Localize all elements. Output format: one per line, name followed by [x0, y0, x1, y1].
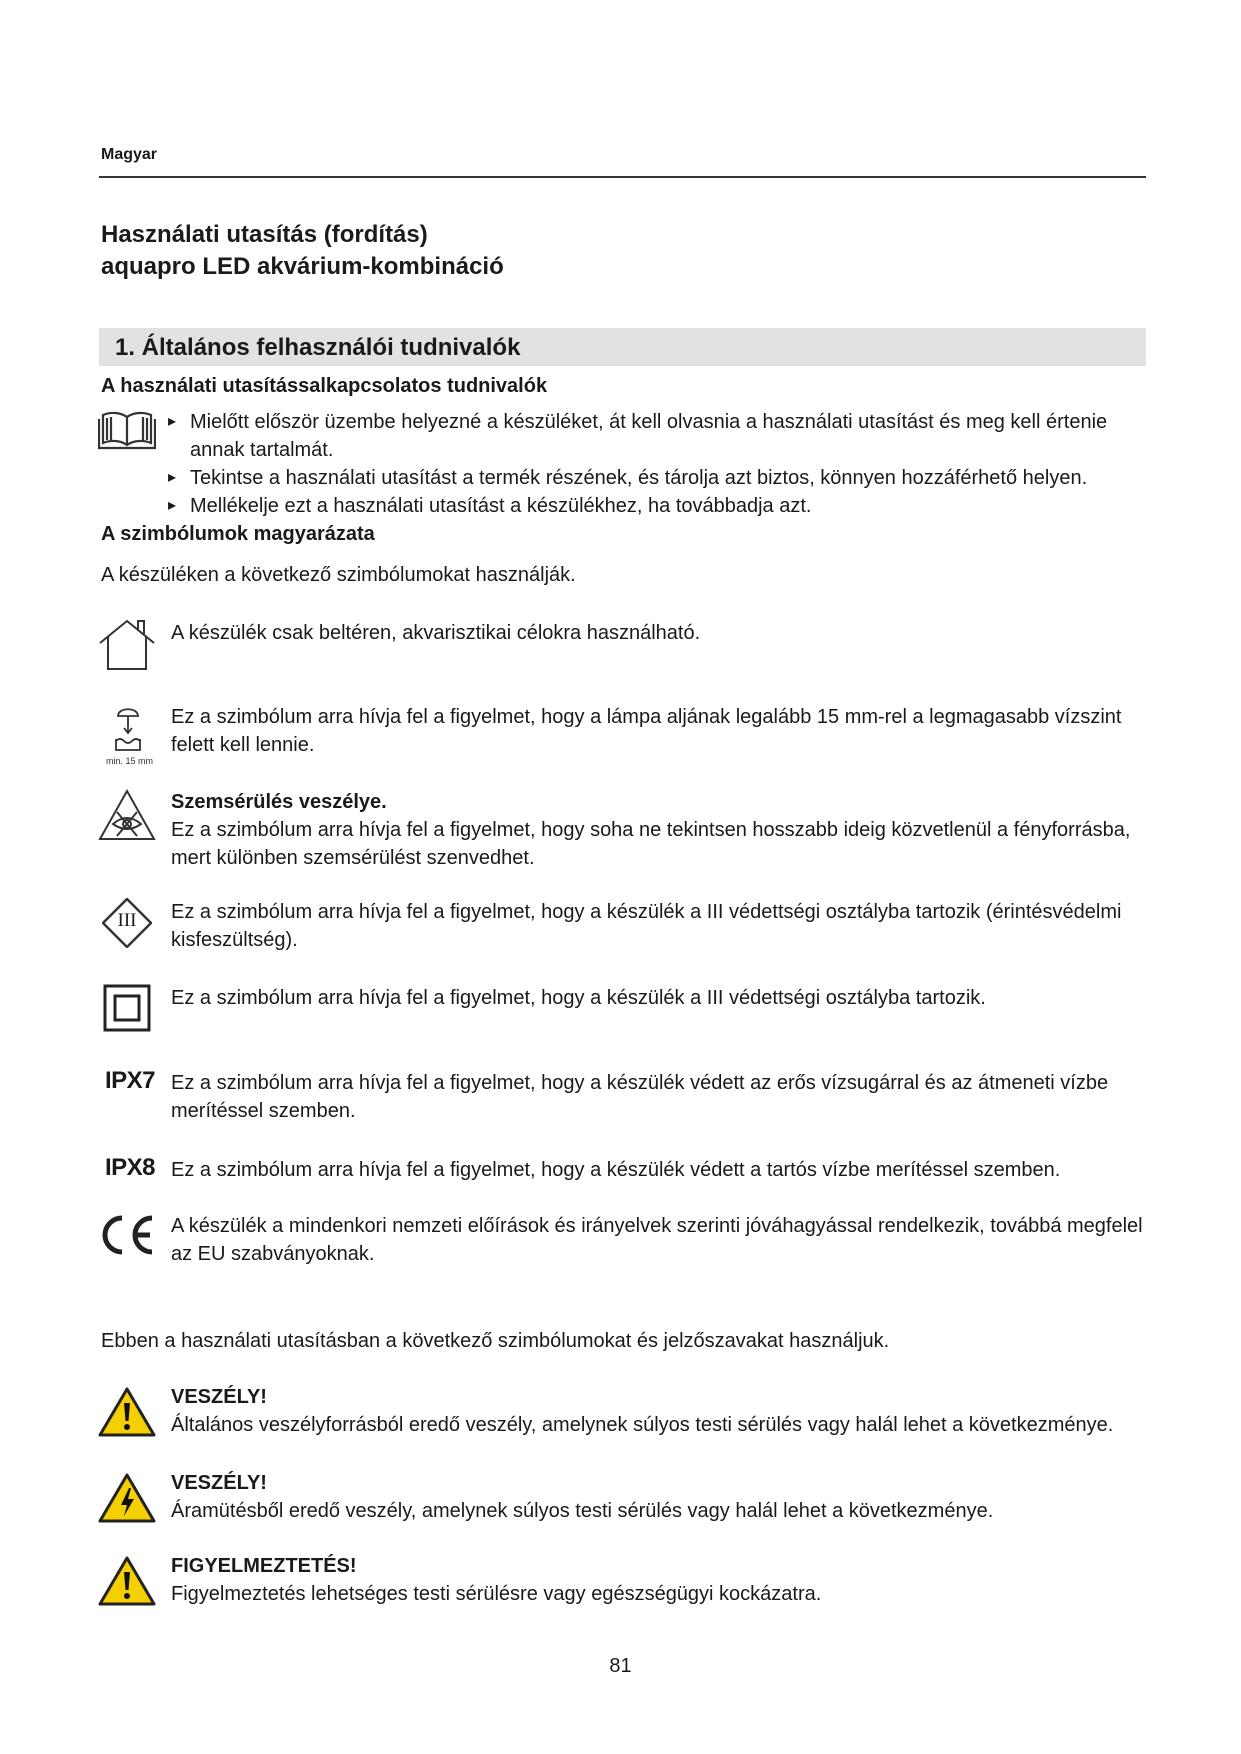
symbol-row-double-square	[98, 984, 1158, 1040]
symbol-text: Ez a szimbólum arra hívja fel a figyelmet, hogy a készülék védett a tartós vízbe merítéssel szemben.	[171, 1159, 1061, 1181]
signal-text: Figyelmeztetés lehetséges testi sérülésre vagy egészségügyi kockázatra.	[171, 1583, 822, 1605]
protection-class-label: III	[117, 910, 137, 931]
title-line-2: aquapro LED akvárium-kombináció	[101, 253, 504, 280]
signal-body	[171, 1469, 1156, 1525]
ce-mark-icon	[98, 1212, 156, 1263]
signal-word: FIGYELMEZTETÉS!	[171, 1555, 357, 1577]
signal-text: Áramütésből eredő veszély, amelynek súlyos testi sérülés vagy halál lehet a következménye.	[171, 1500, 994, 1522]
list-item: ▸ Mielőtt először üzembe helyezné a készüléket, át kell olvasnia a használati utasítást és meg kell értenie annak tartalmát.	[168, 408, 1158, 464]
warning-exclamation-icon	[98, 1386, 156, 1443]
indoor-house-icon	[98, 619, 156, 676]
symbol-text: Ez a szimbólum arra hívja fel a figyelmet, hogy a készülék a III védettségi osztályba tartozik.	[171, 987, 986, 1009]
symbol-row-ce	[98, 1212, 1158, 1272]
symbol-text: Ez a szimbólum arra hívja fel a figyelmet, hogy a készülék védett az erős vízsugárral és az átmeneti vízbe merítéssel szemben.	[171, 1072, 1109, 1122]
symbol-row-ipx7	[98, 1069, 1158, 1129]
protection-class-iii-icon	[102, 898, 152, 948]
symbol-text: A készülék csak beltéren, akvarisztikai célokra használható.	[171, 622, 701, 644]
symbol-text: Ez a szimbólum arra hívja fel a figyelmet, hogy a készülék a III védettségi osztályba tartozik (érintésvédelmi kisfeszültség).	[171, 901, 1122, 951]
signal-words-intro: Ebben a használati utasításban a következő szimbólumokat és jelzőszavakat használjuk.	[101, 1330, 890, 1352]
signal-body	[171, 1552, 1156, 1608]
signal-row-danger-electric	[98, 1469, 1158, 1529]
signal-word: VESZÉLY!	[171, 1386, 267, 1408]
title-line-1: Használati utasítás (fordítás)	[101, 221, 428, 248]
symbol-row-eye-injury	[98, 788, 1158, 868]
eye-injury-icon	[98, 788, 156, 847]
symbols-heading: A szimbólumok magyarázata	[101, 523, 375, 545]
signal-row-warning	[98, 1552, 1158, 1612]
double-square-icon	[103, 984, 151, 1037]
list-item: ▸ Mellékelje ezt a használati utasítást a készülékhez, ha továbbadja azt.	[168, 492, 1158, 520]
signal-row-danger-general	[98, 1383, 1158, 1443]
signal-text: Általános veszélyforrásból eredő veszély, amelynek súlyos testi sérülés vagy halál lehet a következménye.	[171, 1414, 1114, 1436]
page-number: 81	[609, 1655, 632, 1677]
ipx7-icon: IPX7	[105, 1067, 156, 1094]
language-label: Magyar	[101, 146, 158, 163]
symbol-row-ipx8	[98, 1156, 1158, 1196]
document-title	[101, 219, 504, 283]
section-heading-band	[99, 328, 1146, 366]
symbols-intro: A készüléken a következő szimbólumokat használják.	[101, 564, 576, 586]
signal-body	[171, 1383, 1156, 1439]
signal-word: VESZÉLY!	[171, 1472, 267, 1494]
symbol-text: Ez a szimbólum arra hívja fel a figyelmet, hogy soha ne tekintsen hosszabb ideig közvetlenül a fényforrásba, mert különben szemsérülést szenvedhet.	[171, 819, 1131, 869]
warning-exclamation-icon	[98, 1555, 156, 1612]
manual-notes-heading: A használati utasítássalkapcsolatos tudnivalók	[101, 375, 548, 397]
symbol-title: Szemsérülés veszélye.	[171, 791, 387, 813]
ipx8-icon: IPX8	[105, 1154, 156, 1181]
section-heading: 1. Általános felhasználói tudnivalók	[115, 334, 521, 361]
book-icon	[98, 409, 156, 456]
warning-electric-icon	[98, 1472, 156, 1529]
header-divider	[99, 176, 1146, 178]
symbol-text: Ez a szimbólum arra hívja fel a figyelmet, hogy a lámpa aljának legalább 15 mm-rel a legmagasabb vízszint felett kell lennie.	[171, 706, 1122, 756]
symbol-row-lamp-height	[98, 703, 1158, 773]
symbol-row-indoor	[98, 619, 1158, 679]
list-item: ▸ Tekintse a használati utasítást a termék részének, és tárolja azt biztos, könnyen hozzáférhető helyen.	[168, 464, 1158, 492]
symbol-body	[171, 788, 1156, 872]
symbol-row-protection-class	[98, 898, 1158, 958]
lamp-height-label: min. 15 mm	[106, 756, 154, 766]
manual-notes-list	[168, 408, 1158, 520]
lamp-height-icon	[98, 703, 158, 766]
symbol-text: A készülék a mindenkori nemzeti előírások és irányelvek szerinti jóváhagyással rendelkezik, továbbá megfelel az EU szabványoknak.	[171, 1215, 1143, 1265]
